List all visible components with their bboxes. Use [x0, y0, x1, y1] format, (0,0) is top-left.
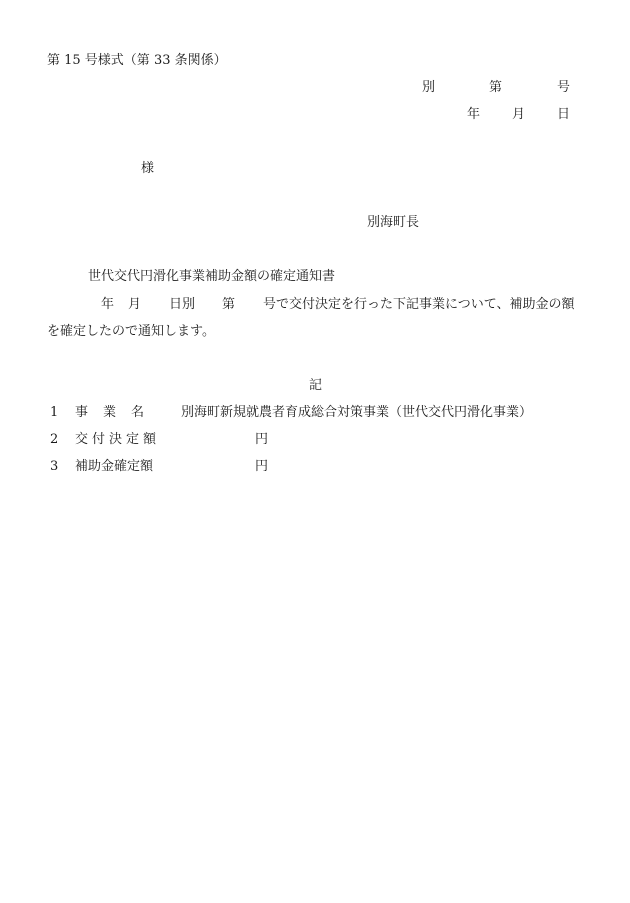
- date-day: 日: [557, 107, 571, 122]
- recipient: 様: [141, 161, 155, 176]
- item-value: 円: [255, 459, 269, 474]
- date-year: 年: [467, 107, 481, 122]
- document-number-dai: 第: [489, 80, 503, 95]
- item-number: 3: [50, 459, 59, 474]
- body-month: 月: [128, 297, 142, 312]
- item-label: 交付決定額: [75, 432, 161, 447]
- form-number: 第 15 号様式（第 33 条関係）: [47, 53, 227, 68]
- date-month: 月: [512, 107, 526, 122]
- issuer: 別海町長: [367, 215, 420, 230]
- document-number-go: 号: [557, 80, 571, 95]
- item-number: 1: [50, 405, 59, 420]
- body-dai: 第: [222, 297, 236, 312]
- body-day: 日別: [169, 297, 196, 312]
- body-line-2: を確定したので通知します。: [47, 324, 215, 339]
- document-title: 世代交代円滑化事業補助金額の確定通知書: [88, 269, 336, 284]
- item-label: 補助金確定額: [75, 459, 154, 474]
- item-label: 事業名: [75, 405, 160, 420]
- body-year: 年: [101, 297, 115, 312]
- item-number: 2: [50, 432, 59, 447]
- body-line-1-text: 号で交付決定を行った下記事業について、補助金の額: [263, 297, 575, 312]
- ki-heading: 記: [309, 378, 323, 393]
- document-number-prefix: 別: [422, 80, 436, 95]
- item-value: 別海町新規就農者育成総合対策事業（世代交代円滑化事業）: [181, 405, 533, 420]
- item-value: 円: [255, 432, 269, 447]
